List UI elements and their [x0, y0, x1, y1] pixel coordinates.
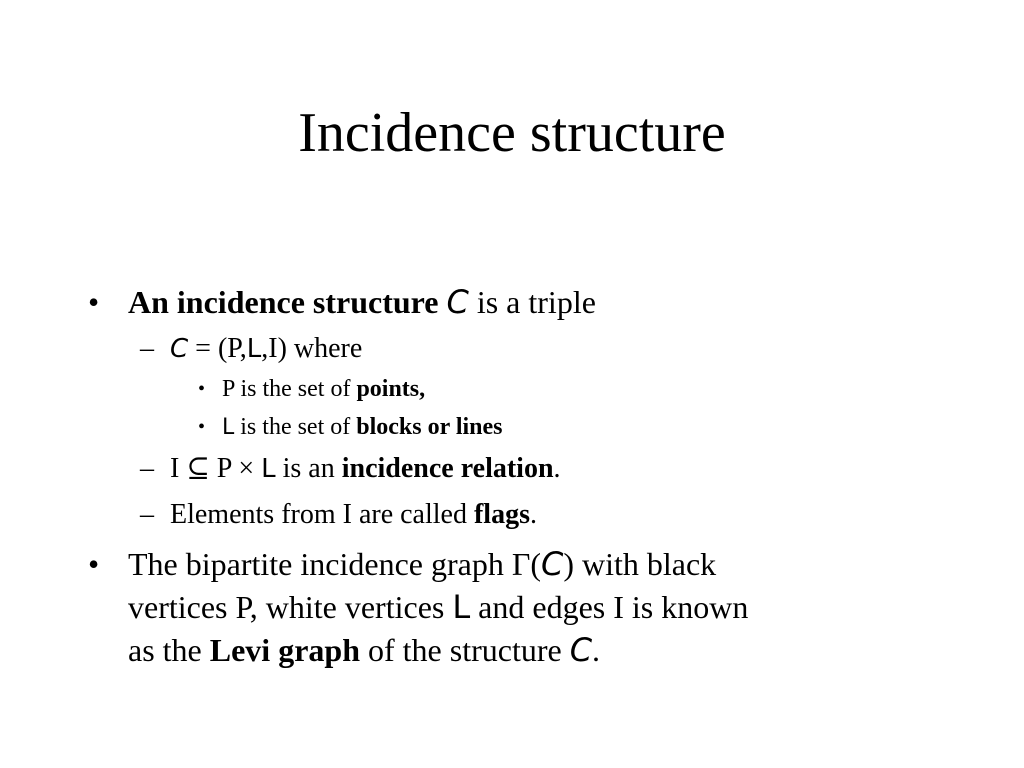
bullet-marker: •	[88, 284, 100, 320]
subset-symbol: ⊆	[186, 453, 210, 484]
dot-marker: •	[198, 416, 206, 438]
term-flags: flags	[473, 499, 530, 530]
slide-title: Incidence structure	[298, 102, 726, 164]
bullet-2-line-2: vertices P, white vertices L and edges I is known	[128, 588, 749, 626]
bullet-1-text: An incidence structure C is a triple	[128, 283, 596, 321]
bullet-2-line-1: The bipartite incidence graph Γ(C) with black	[128, 545, 717, 583]
dot-marker: •	[198, 378, 206, 400]
term-blocks-or-lines: blocks or lines	[356, 414, 503, 440]
symbol-c: C	[446, 283, 469, 321]
term-incidence-structure: An incidence structure	[128, 284, 439, 320]
dash-marker: –	[140, 333, 154, 364]
bullet-marker: •	[88, 546, 100, 582]
dash-marker: –	[140, 453, 154, 484]
dash-marker: –	[140, 499, 154, 530]
term-levi-graph: Levi graph	[209, 632, 360, 668]
definition-text: C = (P,L,I) where	[170, 333, 363, 364]
term-incidence-relation: incidence relation	[341, 453, 554, 484]
term-points: points,	[356, 376, 426, 402]
bullet-2-line-3: as the Levi graph of the structure C.	[128, 631, 601, 669]
